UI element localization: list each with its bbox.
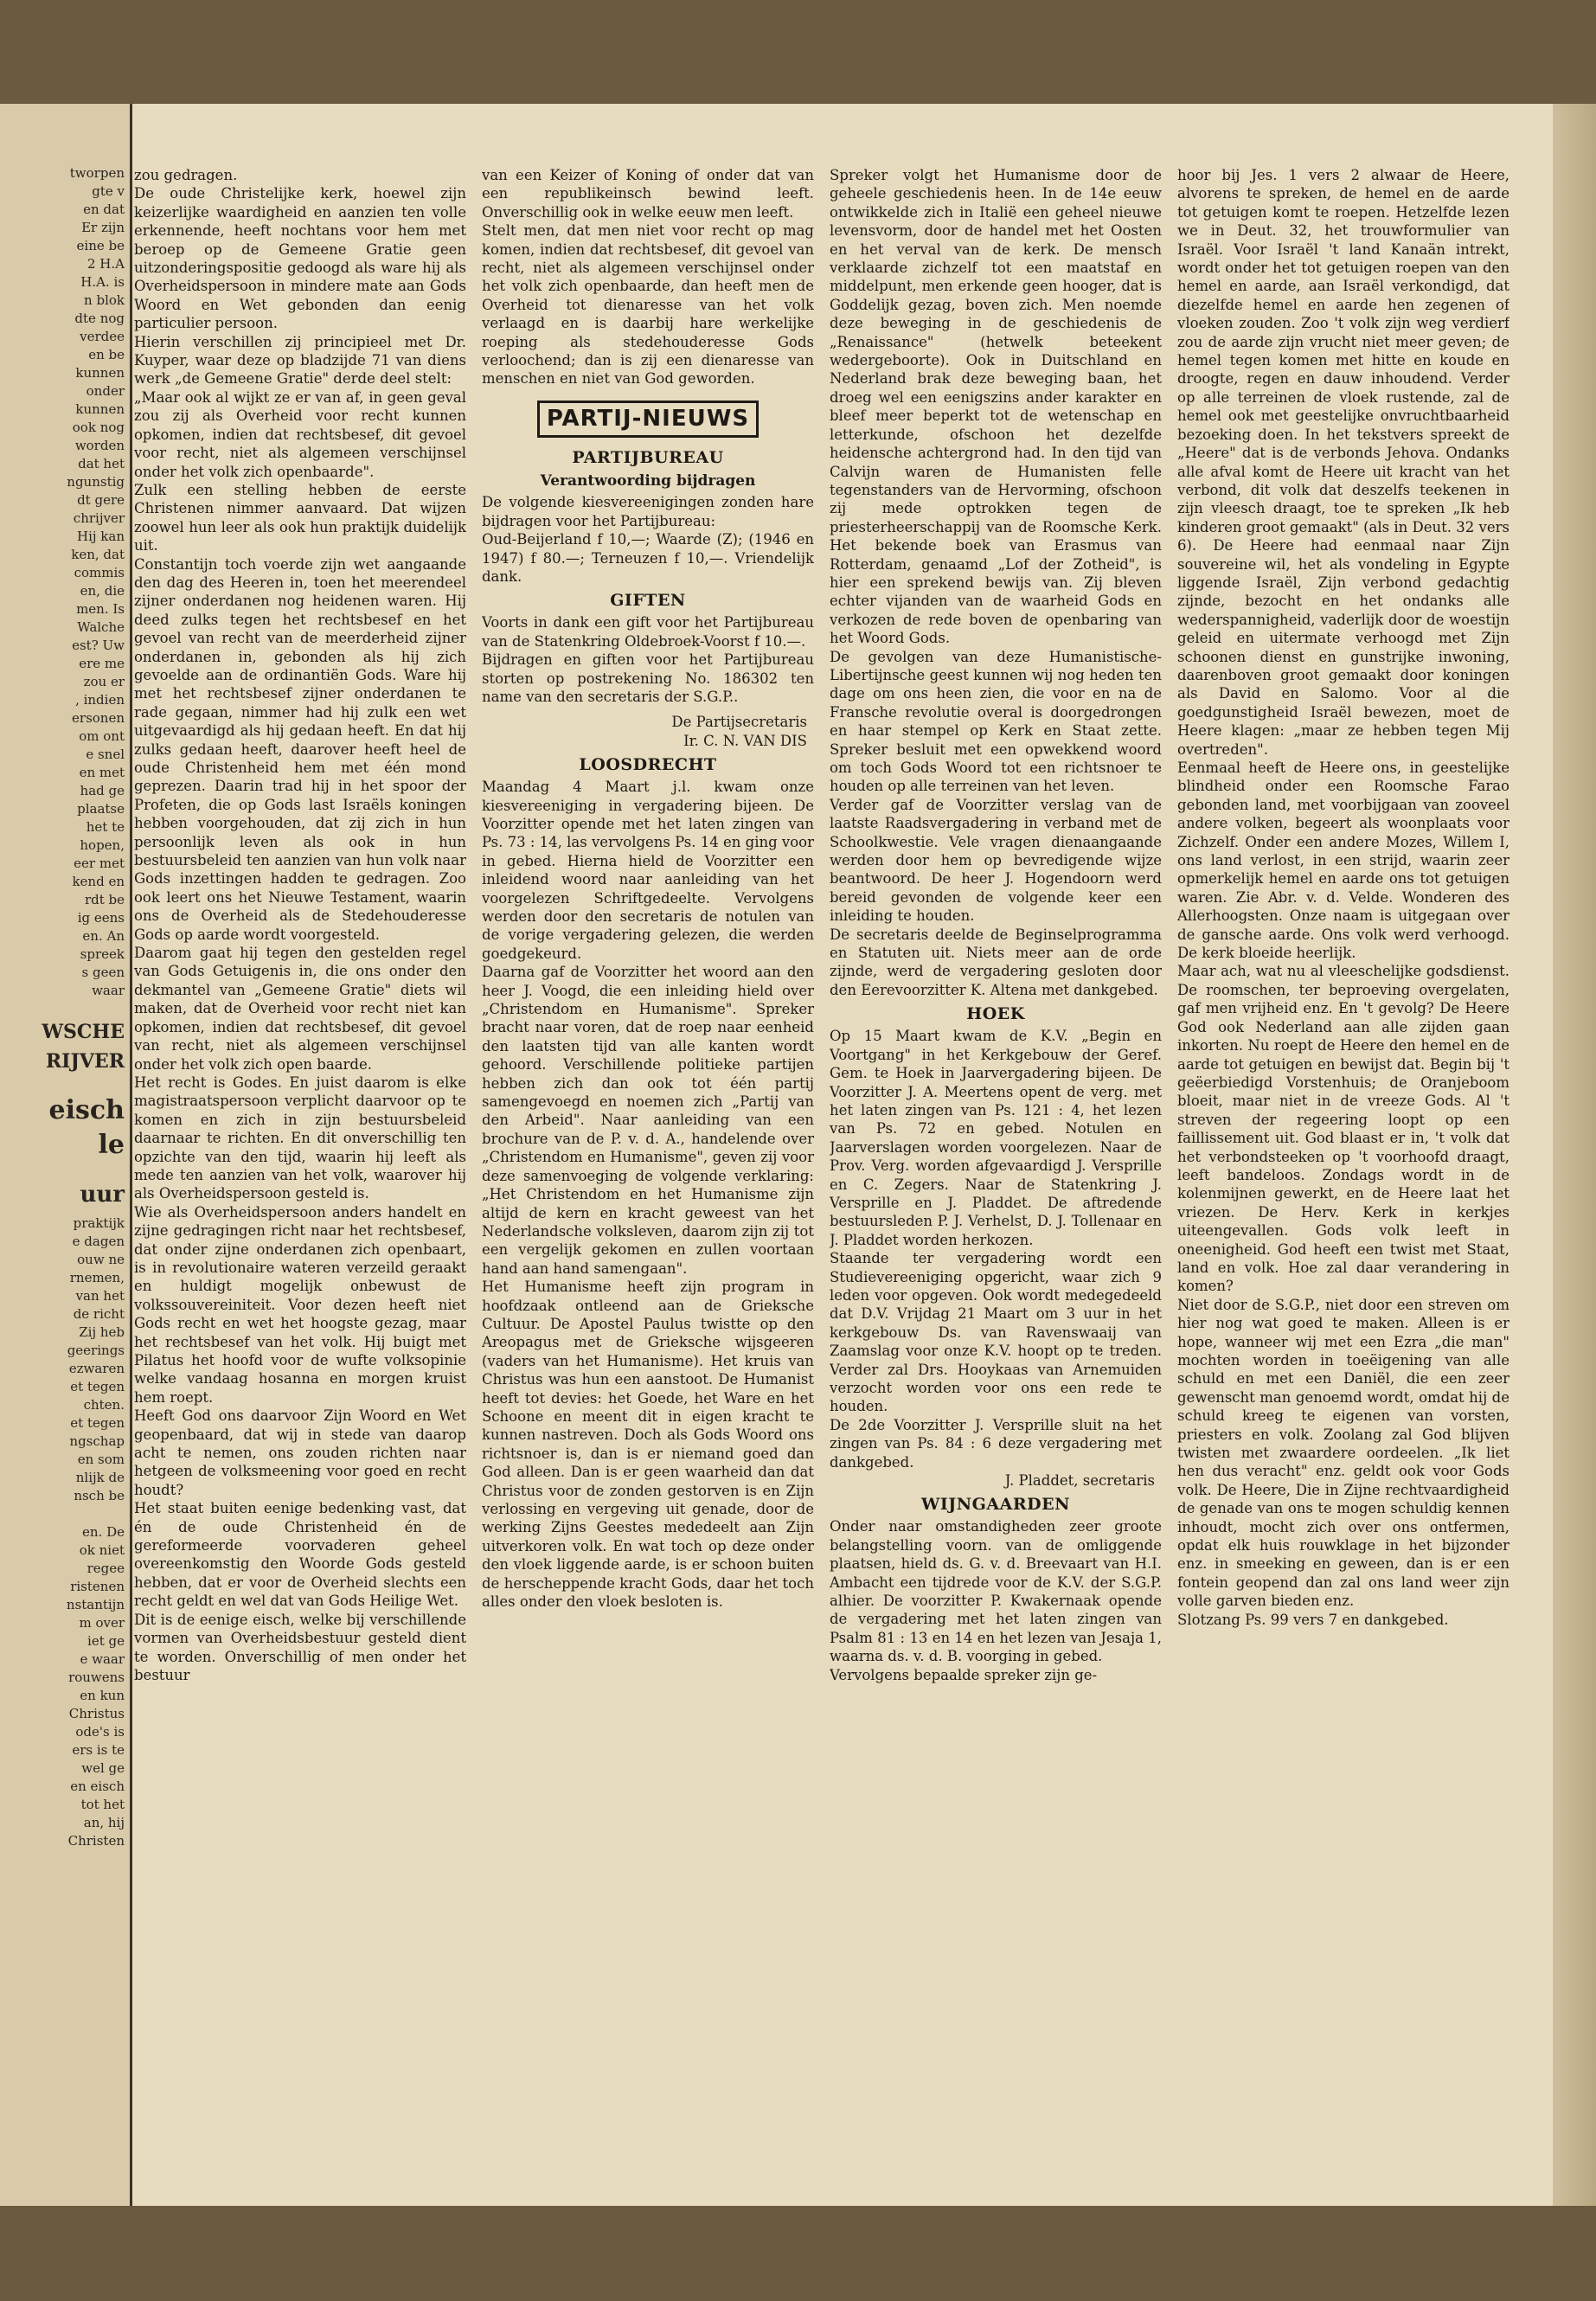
page-edge — [1553, 104, 1596, 2206]
paragraph: Spreker volgt het Humanisme door de geheele geschiedenis heen. In de 14e eeuw ontwikkelde zich in Italië een geheel nieuwe levensvorm, door de handel met het Oosten en het verval van de kerk. De mensch verklaarde zichzelf tot een maatstaf en middelpunt, men erkende geen hooger, dat is Goddelijk gezag, boven zich. Men noemde deze beweging in de geschiedenis de „Renaissance" (hetwelk beteekent wedergeboorte). Ook in Duitschland en Nederland brak deze beweging baan, het droeg wel een eenigszins ander karakter en bleef meer beperkt tot de wetenschap en letterkunde, ofschoon het dezelfde heidensche achtergrond had. In den tijd van Calvijn waren de Humanisten felle tegenstanders van de Hervorming, ofschoon zij mede optrokken tegen de priesterheerschappij van de Roomsche Kerk. Het bekende boek van Erasmus van Rotterdam, genaamd „Lof der Zotheid", is hier een sprekend bewijs van. Zij bleven echter vijanden van de waarheid Gods en verkozen de rede boven de openbaring van het Woord Gods. — [830, 167, 1162, 647]
paragraph: Zulk een stelling hebben de eerste Christenen nimmer aanvaard. Dat wijzen zoowel hun leer als ook hun praktijk duidelijk uit. — [134, 481, 466, 554]
paragraph: Hierin verschillen zij principieel met Dr. Kuyper, waar deze op bladzijde 71 van diens werk „de Gemeene Gratie" derde deel stelt: — [134, 333, 466, 388]
paragraph: Stelt men, dat men niet voor recht op mag komen, indien dat rechtsbesef, dit gevoel van recht, niet als algemeen verschijnsel onder het volk zich openbaarde, dan heeft men de Overheid tot dienaresse van het volk verlaagd en is daarbij hare werkelijke roeping als stedehouderesse Gods verloochend; dan is zij een dienaresse van menschen en niet van God geworden. — [482, 222, 814, 388]
paragraph: Vervolgens bepaalde spreker zijn ge- — [830, 1666, 1098, 1683]
paragraph: Daarom gaat hij tegen den gestelden regel van Gods Getuigenis in, die ons onder den dekmantel van „Gemeene Gratie" diets wil maken, dat de Overheid voor recht niet kan opkomen, indien dat rechtsbesef, dit gevoel van recht, niet als algemeen verschijnsel onder het volk zich open baarde. — [134, 945, 466, 1073]
section-heading: HOEK — [966, 1004, 1025, 1024]
paragraph: De gevolgen van deze Humanistische-Libertijnsche geest kunnen wij nog heden ten dage om ons heen zien, die voor en na de Fransche revolutie overal is doorgedrongen en haar stempel op Kerk en Staat zette. Spreker besluit met een opwekkend woord om toch Gods Woord tot een richtsnoer te houden op alle terreinen van het leven. — [830, 648, 1162, 795]
paragraph: Eenmaal heeft de Heere ons, in geestelijke blindheid onder een Roomsche Farao gebonden land, met voorbijgaan van zooveel andere volken, begeert als woonplaats voor Zichzelf. Onder een andere Mozes, Willem I, ons land verlost, in een strijd, waarin zeer opmerkelijk hemel en aarde ons tot getuigen waren. Zie Abr. v. d. Velde. Wonderen des Allerhoogsten. Onze naam is uitgegaan over de gansche aarde. Ons volk werd verhoogd. De kerk bloeide heerlijk. — [1177, 760, 1509, 962]
column-3 — [830, 166, 1162, 2156]
paragraph: Het staat buiten eenige bedenking vast, dat én de oude Christenheid én de gereformeerde voorvaderen geheel overeenkomstig den Woorde Gods gesteld hebben, dat er voor de Overheid slechts een recht geldt en wel dat van Gods Heilige Wet. — [134, 1500, 466, 1610]
facing-heading-b: eisch le — [48, 1095, 125, 1160]
facing-page-fragments-b: praktijk e dagen ouw ne rnemen, van het de richt Zij heb geerings ezwaren et tegen chten. et tegen ngschap en som nlijk de nsch be en. De ok niet regee ristenen nstantijn m over iet ge e waar rouwens en kun Christus ode's is ers is te wel ge en eisch tot het an, hij Christen — [66, 1215, 125, 1849]
paragraph: Wie als Overheidspersoon anders handelt en zijne gedragingen richt naar het rechtsbesef, dat onder zijne onderdanen zich openbaart, is in revolutionaire wateren verzeild geraakt en huldigt mogelijk onbewust de volkssouvereiniteit. Voor dezen heeft niet Gods recht en wet het hoogste gezag, maar het rechtsbesef van het volk. Hij buigt met Pilatus het hoofd voor de wufte volksopinie welke vandaag hosanna en morgen kruist hem roept. — [134, 1203, 466, 1406]
newspaper-page — [0, 104, 1596, 2206]
paragraph: Dit is de eenige eisch, welke bij verschillende vormen van Overheidsbestuur gesteld dient te worden. Onverschillig of men onder het bestuur — [134, 1611, 466, 1683]
paragraph: Op 15 Maart kwam de K.V. „Begin en Voortgang" in het Kerkgebouw der Geref. Gem. te Hoek in Jaarvergadering bijeen. De Voorzitter J. A. Meertens opent de verg. met het laten zingen van Ps. 121 : 4, het lezen van Ps. 72 en gebed. Notulen en Jaarverslagen worden voorgelezen. Naar de Prov. Verg. worden afgevaardigd J. Versprille en C. Zegers. Naar de Statenkring J. Versprille en J. Pladdet. De aftredende bestuursleden P. J. Verhelst, D. J. Tollenaar en J. Pladdet worden herkozen. — [830, 1028, 1162, 1248]
paragraph: De volgende kiesvereenigingen zonden hare bijdragen voor het Partijbureau: — [482, 494, 814, 529]
facing-heading-c: uur — [80, 1182, 125, 1208]
section-heading: GIFTEN — [610, 591, 686, 611]
column-2 — [482, 166, 814, 2156]
column-1 — [134, 166, 466, 2156]
paragraph: Constantijn toch voerde zijn wet aangaande den dag des Heeren in, toen het meerendeel zijner onderdanen nog heidenen waren. Hij deed zulks tegen het rechtsbesef en het gevoel van recht van de meerderheid zijner onderdanen in, gebonden als hij zich gevoelde aan de ordinantiën Gods. Ware hij met het rechtsbesef zijner onderdanen te rade gegaan, nimmer had hij zulk een wet uitgevaardigd als hij gedaan heeft. En dat hij zulks gedaan heeft, daarover heeft heel de oude Christenheid hem met één mond geprezen. Daarin trad hij in het spoor der Profeten, die op Gods last Israëls koningen hebben voorgehouden, dat zij zich in hun persoonlijk leven als ook in hun bestuursbeleid ten aanzien van hun volk naar Gods inzettingen hadden te gedragen. Zoo ook leert ons het Nieuwe Testament, waarin ons de Overheid als de Stedehouderesse Gods op aarde wordt voorgesteld. — [134, 555, 466, 943]
facing-page-edge — [0, 104, 132, 2206]
paragraph: Onder naar omstandigheden zeer groote belangstelling voorn. van de omliggende plaatsen, hield ds. G. v. d. Breevaart van H.I. Ambacht een tijdrede voor de K.V. der S.G.P. alhier. De voorzitter P. Kwakernaak opende de vergadering met het laten zingen van Psalm 81 : 13 en 14 en het lezen van Jesaja 1, waarna ds. v. d. B. voorging in gebed. — [830, 1518, 1162, 1665]
paragraph: van een Keizer of Koning of onder dat van een republikeinsch bewind leeft. Onverschillig ook in welke eeuw men leeft. — [482, 167, 814, 221]
column-4 — [1177, 166, 1509, 2156]
paragraph: De secretaris deelde de Beginselprogramma en Statuten uit. Niets meer aan de orde zijnde, werd de vergadering gesloten door den Eerevoorzitter K. Altena met dankgebed. — [830, 926, 1162, 998]
paragraph: Daarna gaf de Voorzitter het woord aan den heer J. Voogd, die een inleiding hield over „Christendom en Humanisme". Spreker bracht naar voren, dat de roep naar eenheid den laatsten tijd van alle kanten wordt gehoord. Verschillende politieke partijen hebben zich dan ook tot één partij samengevoegd en noemen zich „Partij van den Arbeid". Naar aanleiding van een brochure van de P. v. d. A., handelende over „Christendom en Humanisme", geven zij voor deze samenvoeging de volgende verklaring: „Het Christendom en het Humanisme zijn altijd de kern en kracht geweest van het Nederlandsche volksleven, daarom zijn zij tot een vergelijk gekomen en zullen voortaan hand aan hand samengaan". — [482, 964, 814, 1277]
paragraph: Maar ach, wat nu al vleeschelijke godsdienst. De roomschen, ter beproeving overgelaten, gaf men vrijheid enz. En 't gevolg? De Heere God ook Nederland aan alle zijden gaan inkorten. Nu roept de Heere den hemel en de aarde tot getuigen en bewijst dat. Begin bij 't geëerbiedigd Vorstenhuis; de Oranjeboom bloeit, maar niet in de vreeze Gods. Al 't streven der regeering loopt op een faillissement uit. God blaast er in, 't volk dat het verbondsteeken op 't voorhoofd draagt, leeft bandeloos. Zondags wordt in de kolenmijnen gewerkt, en de Heere laat het vriezen. De Herv. Kerk in kerkjes uiteengevallen. Gods volk leeft in oneenigheid. God heeft een twist met Staat, land en volk. Hoe zal daar verandering in komen? — [1177, 963, 1509, 1295]
facing-page-fragments: tworpen gte v en dat Er zijn eine be 2 H.A H.A. is n blok dte nog verdee en be kunnen onder kunnen ook nog worden dat het ngunstig dt gere chrijver Hij kan ken, dat commis en, die men. Is Walche est? Uw ere me zou er , indien ersonen om ont e snel en met had ge plaatse het te hopen, eer met kend en rdt be ig eens en. An spreek s geen waar — [67, 165, 125, 998]
signature: J. Pladdet, secretaris — [1004, 1472, 1155, 1490]
section-heading: WIJNGAARDEN — [921, 1495, 1070, 1515]
paragraph: „Maar ook al wijkt ze er van af, in geen geval zou zij als Overheid voor recht kunnen opkomen, indien dat rechtsbesef, dit gevoel voor recht, niet als algemeen verschijnsel onder het volk zich openbaarde". — [134, 388, 466, 480]
paragraph: zou gedragen. — [134, 167, 238, 183]
section-subheading: Verantwoording bijdragen — [540, 472, 756, 490]
paragraph: Maandag 4 Maart j.l. kwam onze kiesvereeniging in vergadering bijeen. De Voorzitter opende met het laten zingen van Ps. 73 : 14, las vervolgens Ps. 14 en ging voor in gebed. Hierna hield de Voorzitter een inleidend woord naar aanleiding van het voorgelezen Schriftgedeelte. Vervolgens werden door den secretaris de notulen van de vorige vergadering gelezen, die werden goedgekeurd. — [482, 779, 814, 962]
signature: Ir. C. N. VAN DIS — [683, 732, 807, 749]
paragraph: De 2de Voorzitter J. Versprille sluit na het zingen van Ps. 84 : 6 deze vergadering met dankgebed. — [830, 1416, 1162, 1471]
paragraph: Verder gaf de Voorzitter verslag van de laatste Raadsvergadering in verband met de Schoolkwestie. Vele vragen dienaangaande werden door hem op bevredigende wijze beantwoord. De heer J. Hogendoorn werd bereid gevonden de volgende keer een inleiding te houden. — [830, 796, 1162, 925]
article-columns — [134, 166, 1509, 2156]
section-banner: PARTIJ-NIEUWS — [537, 401, 759, 438]
section-heading: LOOSDRECHT — [579, 755, 717, 775]
paragraph: Het Humanisme heeft zijn program in hoofdzaak ontleend aan de Grieksche Cultuur. De Apostel Paulus twistte op den Areopagus met de Grieksche wijsgeeren (vaders van het Humanisme). Het kruis van Christus was hun een aanstoot. De Humanist heeft tot devies: het Goede, het Ware en het Schoone en meent dit in eigen kracht te kunnen nastreven. Doch als Gods Woord ons richtsnoer is, dan is er niemand goed dan God alleen. Dan is er geen waarheid dan dat Christus voor de zonden gestorven is en Zijn verlossing en vergeving uit genade, door de werking Zijns Geestes mededeelt aan Zijn uitverkoren volk. En wat toch op deze onder den vloek liggende aarde, is er schoon buiten de herscheppende kracht Gods, daar het toch alles onder den vloek besloten is. — [482, 1279, 814, 1611]
paragraph: De oude Christelijke kerk, hoewel zijn keizerlijke waardigheid en aanzien ten volle erkennende, heeft nochtans voor hem met beroep op de Gemeene Gratie geen uitzonderingspositie gedoogd als ware hij als Overheidspersoon in mindere mate aan Gods Woord en Wet gebonden dan eenig particulier persoon. — [134, 185, 466, 332]
signature: De Partijsecretaris — [671, 714, 807, 731]
paragraph: Oud-Beijerland f 10,—; Waarde (Z); (1946 en 1947) f 80.—; Terneuzen f 10,—. Vriendelijk dank. — [482, 531, 814, 585]
paragraph: hoor bij Jes. 1 vers 2 alwaar de Heere, alvorens te spreken, de hemel en de aarde tot getuigen komt te roepen. Hetzelfde lezen we in Deut. 32, het trouwformulier van Israël. Voor Israël 't land Kanaän intrekt, wordt onder het tot getuigen roepen van den hemel en aarde, aan Israël verkondigd, dat diezelfde hemel en aarde hen zegenen of vloeken zouden. Zoo 't volk zijn weg verdierf zou de aarde zijn vrucht niet meer geven; de hemel tegen komen met hitte en koude en droogte, regen en dauw inhoudend. Verder op alle terreinen de vloek rustende, zal de hemel ook met geestelijke onvruchtbaarheid bezoeking doen. In het tekstvers spreekt de „Heere" dat is de verbonds Jehova. Ondanks alle afval komt de Heere uit kracht van het verbond, dit volk dat deszelfs teekenen in zijn vleesch draagt, toe te spreken „Ik heb kinderen groot gemaakt" (als in Deut. 32 vers 6). De Heere had eenmaal naar Zijn souvereine wil, het als vondeling in Egypte liggende Israël, Zijn verbond gedachtig zijnde, bezocht en het ondanks alle wederspannigheid, vaderlijk door de woestijn geleid en uitermate verhoogd met Zijn schoonen dienst en gunstrijke inwoning, daarenboven groot gemaakt door koningen als David en Salomo. Voor al die goedgunstigheid Israël bewezen, moet de Heere klagen: „maar ze hebben tegen Mij overtreden". — [1177, 167, 1509, 758]
paragraph: Voorts in dank een gift voor het Partijbureau van de Statenkring Oldebroek-Voorst f 10.—. — [482, 614, 814, 650]
paragraph: Heeft God ons daarvoor Zijn Woord en Wet geopenbaard, dat wij in stede van daarop acht te nemen, ons zouden richten naar hetgeen de volksmeening voor goed en recht houdt? — [134, 1407, 466, 1498]
paragraph: Bijdragen en giften voor het Partijbureau storten op postrekening No. 186302 ten name van den secretaris der S.G.P.. — [482, 651, 814, 705]
section-heading: PARTIJBUREAU — [572, 448, 724, 468]
paragraph: Het recht is Godes. En juist daarom is elke magistraatspersoon verplicht daarvoor op te komen en zich in zijn bestuursbeleid daarnaar te richten. En dit onverschillig ten opzichte van den tijd, waarin hij leeft als mede ten aanzien van het volk, waarover hij als Overheidspersoon gesteld is. — [134, 1074, 466, 1202]
paragraph: Slotzang Ps. 99 vers 7 en dankgebed. — [1177, 1611, 1449, 1628]
paragraph: Niet door de S.G.P., niet door een streven om hier nog wat goed te maken. Alleen is er hope, wanneer wij met een Ezra „die man" mochten worden in toeëigening van alle schuld en met een Daniël, die een zeer gewenscht man genoemd wordt, omdat hij de schuld kreeg te eigenen van vorsten, priesters en volk. Zoolang zal God blijven twisten met zwaardere oordeelen. „Ik liet hen dus veracht" enz. geldt ook voor Gods volk. De Heere, Die in Zijne rechtvaardigheid de genade van ons te mogen schuldig kennen inhoudt, mocht zich over ons ontfermen, opdat elk huis rouwklage in het bijzonder enz. in smeeking en geween, dan is er een fontein geopend dan zal ons land weer zijn volle garven bieden enz. — [1177, 1296, 1509, 1610]
facing-heading-a: WSCHE RIJVER — [42, 1021, 125, 1073]
paragraph: Staande ter vergadering wordt een Studievereeniging opgericht, waar zich 9 leden voor opgeven. Ook wordt medegedeeld dat D.V. Vrijdag 21 Maart om 3 uur in het kerkgebouw Ds. van Ravenswaaij van Zaamslag voor onze K.V. hoopt op te treden. Verder zal Drs. Hooykaas van Arnemuiden verzocht worden voor ons een rede te houden. — [830, 1250, 1162, 1415]
